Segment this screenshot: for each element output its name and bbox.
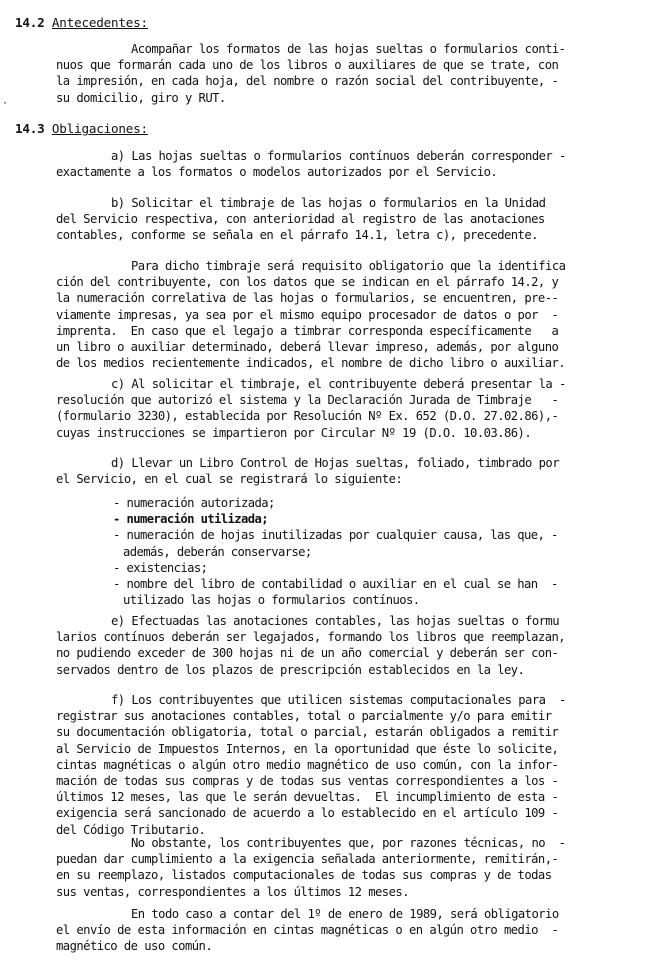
text-line: imprenta. En caso que el legajo a timbrar corresponda específicamente a — [56, 323, 559, 338]
paragraph-en-todo-caso — [56, 906, 641, 955]
text-line: Para dicho timbraje será requisito obligatorio que la identifica — [131, 259, 566, 273]
text-line: registrar sus anotaciones contables, total o parcialmente y/o para emitir — [56, 709, 552, 724]
section-title: Antecedentes: — [51, 15, 148, 30]
paragraph-e — [56, 613, 641, 678]
text-line: exigencia será sancionado de acuerdo a lo establecido en el artículo 109 - — [56, 806, 559, 821]
paragraph-c — [56, 376, 641, 441]
text-line: resolución que autorizó el sistema y la Declaración Jurada de Timbraje - — [56, 393, 559, 408]
text-line: últimos 12 meses, las que le serán devueltas. El incumplimiento de esta - — [56, 790, 559, 805]
list-item: - nombre del libro de contabilidad o auxiliar en el cual se han - — [113, 577, 558, 592]
text-line: nuos que formarán cada uno de los libros o auxiliares de que se trate, con — [56, 58, 559, 73]
text-line: un libro o auxiliar determinado, deberá llevar impreso, además, por alguno — [56, 340, 559, 355]
text-line: (formulario 3230), establecida por Resolución Nº Ex. 652 (D.O. 27.02.86),- — [56, 409, 559, 424]
paragraph-b — [56, 195, 641, 244]
list-item: - numeración de hojas inutilizadas por cualquier causa, las que, - — [113, 528, 558, 543]
text-line: del Servicio respectiva, con anterioridad al registro de las anotaciones — [56, 212, 545, 227]
text-line: d) Llevar un Libro Control de Hojas sueltas, foliado, timbrado por — [111, 456, 559, 470]
paragraph-no-obstante — [56, 835, 641, 900]
text-line: puedan dar cumplimiento a la exigencia señalada anteriormente, remitirán,- — [56, 852, 559, 867]
text-line: la impresión, en cada hoja, del nombre o razón social del contribuyente, - — [56, 74, 559, 89]
text-line: exactamente a los formatos o modelos autorizados por el Servicio. — [56, 165, 498, 180]
paragraph-f — [56, 692, 641, 838]
list-item: - numeración utilizada; — [113, 512, 268, 527]
section-number: 14.2 — [15, 15, 45, 30]
text-line: En todo caso a contar del 1º de enero de 1989, será obligatorio — [131, 907, 559, 921]
text-line: No obstante, los contribuyentes que, por razones técnicas, no - — [131, 836, 566, 850]
text-line: no pudiendo exceder de 300 hojas ni de un año comercial y deberán ser con- — [56, 646, 559, 661]
text-line: f) Los contribuyentes que utilicen sistemas computacionales para - — [111, 693, 566, 707]
section-number: 14.3 — [15, 121, 45, 136]
text-line: sus ventas, correspondientes a los últimos 12 meses. — [56, 884, 409, 899]
text-line: su documentación obligatoria, total o parcial, estarán obligados a remitir — [56, 725, 559, 740]
text-line: magnético de uso común. — [56, 939, 213, 954]
section-heading-14-3 — [15, 121, 148, 137]
paragraph-d — [56, 455, 641, 487]
list-item: - existencias; — [113, 560, 208, 575]
paragraph-antecedentes — [56, 41, 641, 106]
text-line: el Servicio, en el cual se registrará lo siguiente: — [56, 472, 403, 487]
text-line: contables, conforme se señala en el párrafo 14.1, letra c), precedente. — [56, 228, 538, 243]
text-line: ción del contribuyente, con los datos que se indican en el párrafo 14.2, y — [56, 275, 559, 290]
text-line: viamente impresas, ya sea por el mismo equipo procesador de datos o por - — [56, 307, 559, 322]
text-line: la numeración correlativa de las hojas o formularios, se encuentren, pre-- — [56, 291, 559, 306]
paragraph-a — [56, 148, 641, 180]
text-line: el envío de esta información en cintas magnéticas o en algún otro medio - — [56, 923, 559, 938]
text-line: Acompañar los formatos de las hojas sueltas o formularios conti- — [131, 42, 566, 56]
text-line: del Código Tributario. — [56, 822, 206, 837]
list-item-continuation: utilizado las hojas o formularios contínuos. — [123, 593, 420, 608]
text-line: servados dentro de los plazos de prescripción establecidos en la ley. — [56, 662, 525, 677]
text-line: cintas magnéticas o algún otro medio magnético de uso común, con la infor- — [56, 757, 559, 772]
list-item: - numeración autorizada; — [113, 496, 275, 510]
text-line: larios contínuos deberán ser legajados, formando los libros que reemplazan, — [56, 630, 566, 645]
section-title: Obligaciones: — [51, 121, 148, 136]
section-heading-14-2 — [15, 15, 148, 31]
text-line: mación de todas sus compras y de todas sus ventas correspondientes a los - — [56, 774, 559, 789]
text-line: e) Efectuadas las anotaciones contables, las hojas sueltas o formu — [111, 614, 559, 628]
text-line: cuyas instrucciones se impartieron por Circular Nº 19 (D.O. 10.03.86). — [56, 425, 532, 440]
text-line: al Servicio de Impuestos Internos, en la oportunidad que éste lo solicite, — [56, 741, 559, 756]
paragraph-timbraje — [56, 258, 641, 371]
text-line: a) Las hojas sueltas o formularios contínuos deberán corresponder - — [111, 149, 566, 163]
list-item-continuation: además, deberán conservarse; — [123, 544, 312, 559]
text-line: de los medios recientemente indicados, el nombre de dicho libro o auxiliar. — [56, 356, 566, 371]
scan-speck: · — [2, 98, 9, 109]
text-line: en su reemplazo, listados computacionales de todas sus compras y de todas — [56, 868, 552, 883]
text-line: c) Al solicitar el timbraje, el contribuyente deberá presentar la - — [111, 377, 566, 391]
text-line: su domicilio, giro y RUT. — [56, 90, 226, 105]
registry-list — [113, 495, 558, 608]
text-line: b) Solicitar el timbraje de las hojas o formularios en la Unidad — [111, 196, 546, 210]
